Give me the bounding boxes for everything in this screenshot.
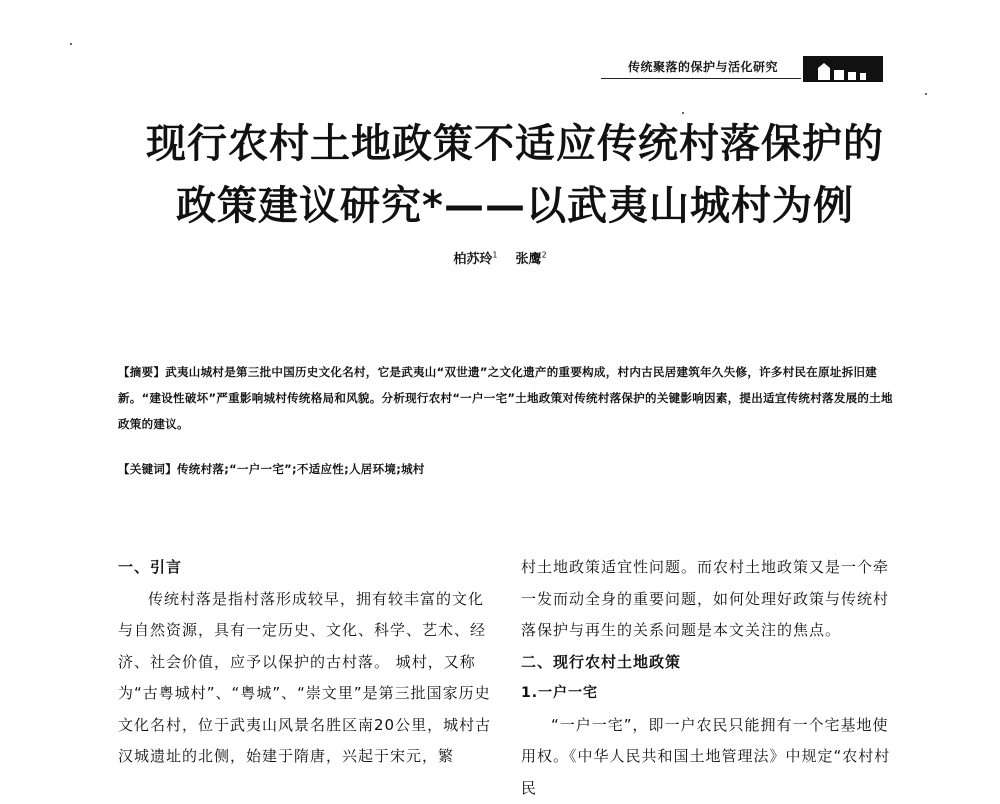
building-logo-icon	[810, 58, 882, 80]
scan-speck	[925, 93, 927, 95]
body-paragraph: “一户一宅”，即一户农民只能拥有一个宅基地使用权。《中华人民共和国土地管理法》中规定“农村村民	[521, 710, 901, 804]
title-line-1: 现行农村土地政策不适应传统村落保护的	[100, 120, 930, 168]
header-rule	[601, 78, 801, 79]
scan-speck	[682, 112, 684, 114]
right-column	[521, 552, 901, 804]
author-1: 柏苏玲	[453, 252, 492, 267]
left-column	[118, 552, 498, 773]
title-line-2: 政策建议研究*——以武夷山城村为例	[100, 182, 930, 230]
abstract-text: 武夷山城村是第三批中国历史文化名村，它是武夷山“双世遗”之文化遗产的重要构成，村内古民居建筑年久失修，许多村民在原址拆旧建新。“建设性破坏”严重影响城村传统格局和风貌。分析现行农村“一户一宅”土地政策对传统村落保护的关键影响因素，提出适宜传统村落发展的土地政策的建议。	[118, 365, 893, 431]
author-2: 张鹰	[516, 252, 542, 267]
author-1-mark: 1	[492, 251, 497, 260]
subsection-heading: 1.一户一宅	[521, 678, 901, 710]
author-line	[0, 248, 1000, 267]
section-heading-policy: 二、现行农村土地政策	[521, 647, 901, 679]
body-paragraph-continued: 村土地政策适宜性问题。而农村土地政策又是一个牵一发而动全身的重要问题，如何处理好政策与传统村落保护与再生的关系问题是本文关注的焦点。	[521, 552, 901, 647]
abstract-label: 【摘要】	[118, 365, 165, 379]
body-paragraph: 传统村落是指村落形成较早，拥有较丰富的文化与自然资源，具有一定历史、文化、科学、艺术、经济、社会价值，应予以保护的古村落。 城村，又称为“古粤城村”、“粤城”、“崇文里”是第三批国家历史文化名村，位于武夷山风景名胜区南20公里，城村古汉城遗址的北侧，始建于隋唐，兴起于宋元，繁	[118, 584, 498, 773]
author-2-mark: 2	[542, 251, 547, 260]
abstract	[118, 359, 898, 437]
keywords	[118, 461, 898, 477]
scan-speck	[70, 43, 72, 45]
running-header: 传统聚落的保护与活化研究	[628, 58, 778, 75]
keywords-label: 【关键词】	[118, 462, 177, 476]
keywords-text: 传统村落;“一户一宅”;不适应性;人居环境;城村	[177, 462, 425, 476]
section-heading-intro: 一、引言	[118, 552, 498, 584]
